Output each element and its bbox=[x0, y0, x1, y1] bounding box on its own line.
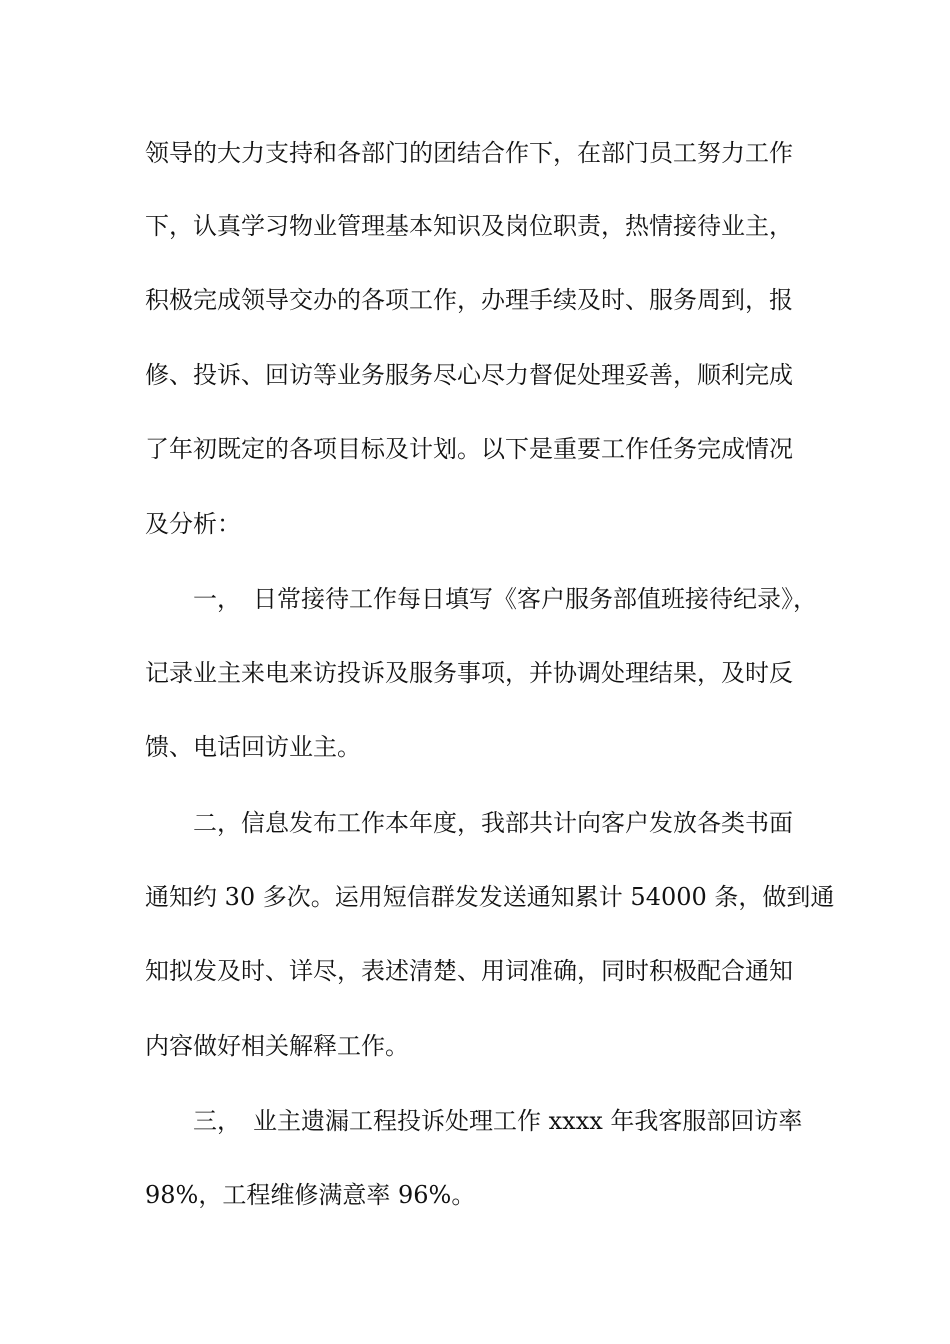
text-line: 修、投诉、回访等业务服务尽心尽力督促处理妥善，顺利完成 bbox=[145, 361, 793, 389]
text-line: 了年初既定的各项目标及计划。以下是重要工作任务完成情况 bbox=[145, 435, 793, 463]
text-line: 通知约 30 多次。运用短信群发发送通知累计 54000 条，做到通 bbox=[145, 883, 835, 911]
text-line: 及分析： bbox=[145, 510, 241, 538]
text-line: 内容做好相关解释工作。 bbox=[145, 1032, 409, 1060]
text-line: 积极完成领导交办的各项工作，办理手续及时、服务周到，报 bbox=[145, 286, 793, 314]
text-line: 下，认真学习物业管理基本知识及岗位职责，热情接待业主， bbox=[145, 212, 793, 240]
text-line: 馈、电话回访业主。 bbox=[145, 733, 361, 761]
text-line: 知拟发及时、详尽，表述清楚、用词准确，同时积极配合通知 bbox=[145, 957, 793, 985]
text-line: 98%，工程维修满意率 96%。 bbox=[145, 1181, 476, 1209]
section-one-heading: 一， 日常接待工作每日填写《客户服务部值班接待纪录》， bbox=[193, 585, 817, 613]
text-line: 领导的大力支持和各部门的团结合作下，在部门员工努力工作 bbox=[145, 139, 793, 167]
section-two-heading: 二，信息发布工作本年度，我部共计向客户发放各类书面 bbox=[193, 809, 793, 837]
text-line: 记录业主来电来访投诉及服务事项，并协调处理结果，及时反 bbox=[145, 659, 793, 687]
section-three-heading: 三， 业主遗漏工程投诉处理工作 xxxx 年我客服部回访率 bbox=[193, 1107, 803, 1135]
